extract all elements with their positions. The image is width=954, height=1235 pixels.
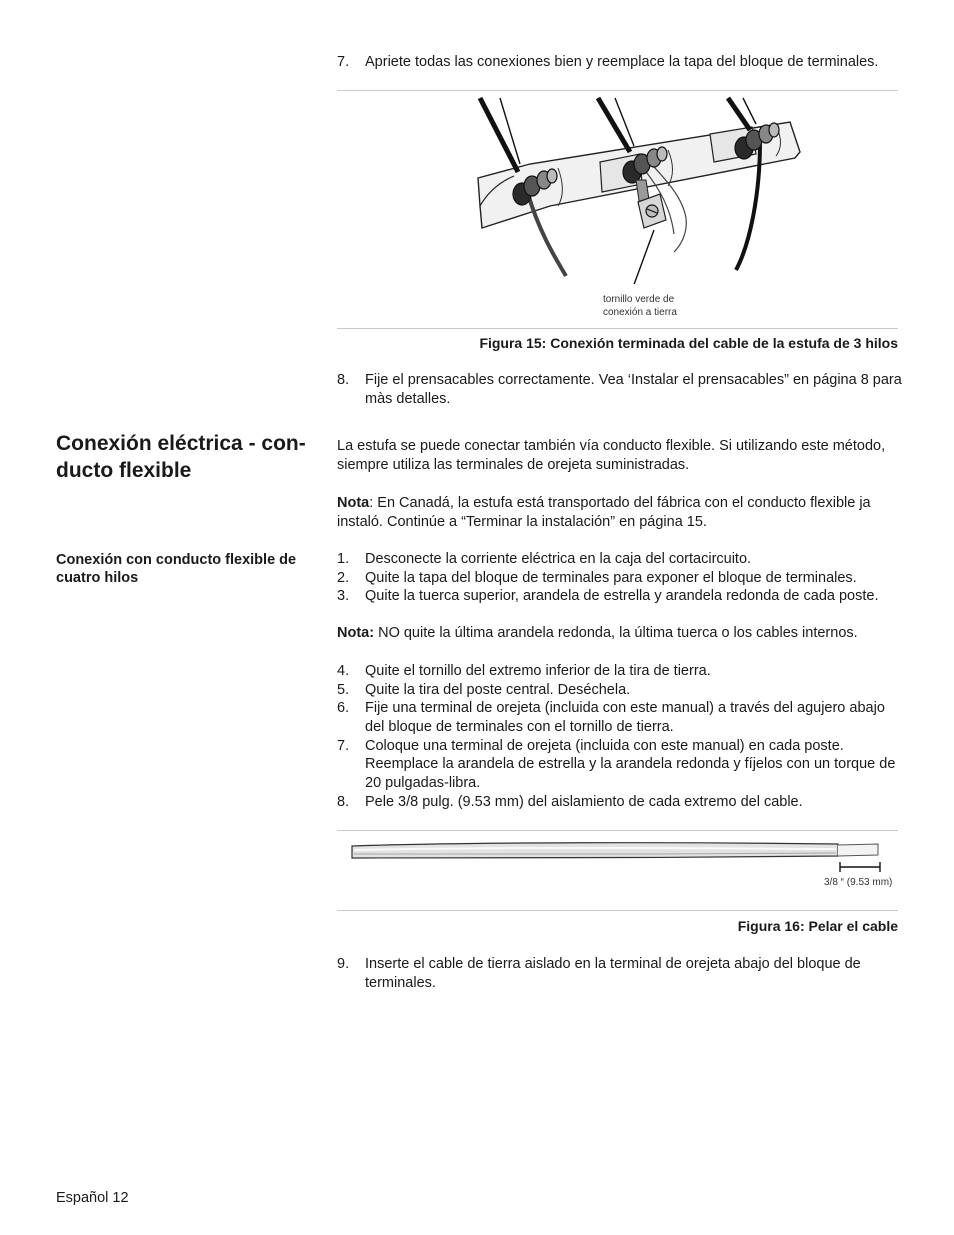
figure-label-line: tornillo verde de xyxy=(603,294,675,305)
step-number: 8. xyxy=(337,794,350,810)
figure-caption: Figura 16: Pelar el cable xyxy=(737,918,898,934)
note-text: NO quite la última arandela redonda, la última tuerca o los cables internos. xyxy=(374,625,858,641)
step-text: Quite la tuerca superior, arandela de estrella y arandela redonda de cada poste. xyxy=(365,588,879,604)
step-number: 7. xyxy=(337,737,350,754)
step-item xyxy=(337,699,902,736)
note-paragraph xyxy=(337,624,902,643)
step-number: 9. xyxy=(337,956,350,972)
figure-label: 3/8 “ (9.53 mm) xyxy=(824,877,893,888)
step-text: Quite la tira del poste central. Deséchela. xyxy=(365,681,631,698)
step-number: 4. xyxy=(337,663,350,679)
note-label: Nota xyxy=(337,495,370,511)
step-text: Quite el tornillo del extremo inferior de la tira de tierra. xyxy=(365,663,711,679)
step-text: Apriete todas las conexiones bien y reemplace la tapa del bloque de terminales. xyxy=(365,54,879,70)
figure-caption: Figura 15: Conexión terminada del cable de la estufa de 3 hilos xyxy=(479,335,898,351)
step-item xyxy=(337,53,902,72)
step-item xyxy=(337,793,902,812)
step-text: Coloque una terminal de orejeta (incluida con este manual) en cada poste. Reemplace la arandela de estrella y la arandela redonda y fíjelos con un torque de 20 pulgadas-libra. xyxy=(365,737,896,791)
step-item xyxy=(337,550,902,569)
step-item xyxy=(337,569,902,588)
step-item xyxy=(337,955,902,992)
step-item xyxy=(337,681,902,700)
note-paragraph xyxy=(337,494,902,531)
section-intro: La estufa se puede conectar también vía conducto flexible. Si utilizando este método, siempre utiliza las terminales de orejeta suministradas. xyxy=(337,438,886,473)
step-number: 5. xyxy=(337,681,350,698)
step-number: 8. xyxy=(337,372,350,388)
figure-label xyxy=(603,293,677,319)
page-footer: Español 12 xyxy=(56,1190,129,1206)
step-number: 6. xyxy=(337,700,350,716)
step-text: Pele 3/8 pulg. (9.53 mm) del aislamiento de cada extremo del cable. xyxy=(365,794,803,810)
step-item xyxy=(337,662,902,681)
figure-bottom-rule xyxy=(337,328,898,329)
subsection-heading: Conexión con conducto flexible de cuatro hilos xyxy=(56,552,297,586)
section-heading: Conexión eléctrica - con- ducto flexible xyxy=(56,432,306,482)
step-text: Fije una terminal de orejeta (incluida con este manual) a través del agujero abajo del bloque de terminales con el tornillo de tierra. xyxy=(365,700,885,735)
step-text: Inserte el cable de tierra aislado en la terminal de orejeta abajo del bloque de terminales. xyxy=(365,956,861,991)
step-item xyxy=(337,371,902,408)
step-number: 7. xyxy=(337,54,350,70)
figure-top-rule xyxy=(337,90,898,91)
cable-illustration xyxy=(348,838,888,878)
step-text: Quite la tapa del bloque de terminales para exponer el bloque de terminales. xyxy=(365,569,857,586)
note-label: Nota: xyxy=(337,625,375,641)
note-text: : En Canadá, la estufa está transportado del fábrica con el conducto flexible ja instaló. Continúe a “Terminar la instalación” en página 15. xyxy=(337,495,871,530)
step-text: Desconecte la corriente eléctrica en la caja del cortacircuito. xyxy=(365,551,752,567)
terminal-block-illustration xyxy=(460,94,820,284)
step-number: 3. xyxy=(337,588,350,604)
figure-label-line: conexión a tierra xyxy=(603,307,677,318)
step-number: 1. xyxy=(337,551,350,567)
step-number: 2. xyxy=(337,569,350,586)
step-item xyxy=(337,737,902,793)
figure-top-rule xyxy=(337,830,898,831)
step-item xyxy=(337,587,902,606)
figure-bottom-rule xyxy=(337,910,898,911)
step-text: Fije el prensacables correctamente. Vea ‘Instalar el prensacables” en página 8 para màs detalles. xyxy=(365,372,902,407)
